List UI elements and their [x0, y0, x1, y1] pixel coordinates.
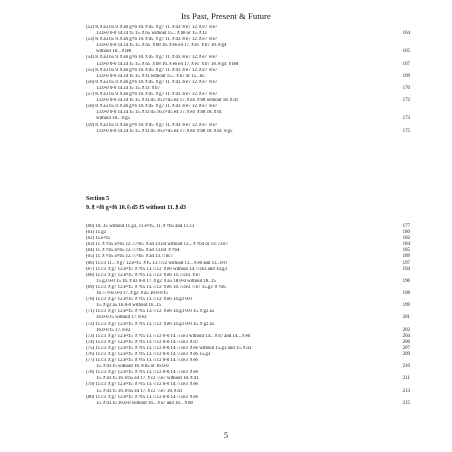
entry-page-number: 211 — [402, 376, 410, 382]
contents-entry — [86, 37, 410, 55]
entry-line: (76) 11.c3 ♗g7 12.e×f5 ♗×f5 13.♘c2 0-0 14.♘ce3 ♗e6 15.g3 — [86, 351, 211, 357]
entry-line: 15.♗g2 a5 16.0-0 without 16...f5 — [96, 303, 162, 309]
contents-entry — [86, 395, 410, 407]
contents-entry — [86, 382, 410, 394]
section-subtitle: 9.♗×f6 g×f6 10.♘d5 f5 without 11.♗d3 — [86, 204, 186, 211]
page-number: 5 — [224, 431, 228, 440]
entry-page-number: 194 — [402, 266, 410, 272]
contents-entry — [86, 322, 410, 334]
entry-page-number: 177 — [402, 224, 410, 229]
contents-entry — [86, 80, 410, 92]
entry-line: 13.0-0 0-0 14.c4 f5 15.♗h5 ♗b8 16.♗e6 e4 17.♗e1 ♗b7 18.♕g4 ♗fe8 — [96, 61, 239, 67]
entry-page-number: 167 — [402, 61, 410, 67]
entry-line: (80) 11.c3 ♗g7 12.e×f5 ♗×f5 13.♘c2 0-0 14.♘ce3 ♗e6 — [86, 394, 199, 400]
entry-line: (62) 11.e×f5 — [86, 236, 111, 242]
contents-entry — [86, 285, 410, 297]
entry-page-number: 209 — [402, 351, 410, 357]
contents-entry — [86, 370, 410, 382]
entry-line: without 18...♗fe8 — [96, 49, 132, 55]
entry-line: 16.0-0 f5 17.♕e2 — [96, 327, 131, 333]
entry-line: 13.0-0 0-0 14.c4 f5 15.♗h5 without 15...♗b8 or 15.♗f3 — [96, 31, 207, 37]
entry-page-number: 202 — [402, 327, 410, 333]
contents-entry — [86, 104, 410, 122]
entry-page-number: 169 — [402, 73, 410, 79]
entry-line: (72) 11.c3 ♗g7 12.e×f5 ♗×f5 13.♘c2 ♗e6 14.g3 0-0 15.♗g2 a5 — [86, 321, 215, 327]
contents-entry — [86, 92, 410, 104]
contents-entry — [86, 55, 410, 67]
entry-line: (73) 11.c3 ♗g7 12.e×f5 ♗×f5 13.♘c2 0-0 14.♘ce3 without 14...♗d7 and 14...♗e6 — [86, 333, 251, 339]
entry-line: (52) 8.♗a3 b5 9.♗a6 g×6 10.♗d5 ♗g7 11.♗d3 ♕e7 12.♗e7 ♕e7 — [86, 25, 218, 30]
contents-entry — [86, 123, 410, 135]
entry-line: 13.0-0 0-0 14.c4 f5 15.♗f3 ♗b7 — [96, 85, 160, 91]
entry-line: without 18...♕g5 — [96, 116, 131, 122]
entry-line: (69) 11.c3 ♗g7 12.e×f5 ♗×f5 13.♘c2 ♗e6 14.♘ce3 ♘e7 15.g3 ♗×d5 — [86, 284, 226, 290]
contents-entry — [86, 358, 410, 370]
entry-page-number: 165 — [402, 49, 410, 55]
entry-page-number: 185 — [402, 248, 410, 254]
entry-page-number: 204 — [402, 333, 410, 339]
entry-line: 13.0-0 0-0 14.c4 f5 15.♗f3 d5 16.c×d5 e4 17.♗e4 ♗b8 18.♗d1 ♕g5 — [96, 128, 233, 134]
contents-entry — [86, 297, 410, 309]
entry-line: (58) 8.♗a3 b5 9.♗a6 g×6 10.♗d5 ♗g7 11.♗d3 ♕e7 12.♗e7 ♕e7 — [86, 104, 218, 110]
entry-line: 15.♗d3 f5 16.♕h5 e4 17.♗c2 ♘e7 18.♗d1 — [96, 388, 183, 394]
entry-line: 13.0-0 0-0 14.c4 f5 15.♗f3 d5 16.c×d5 e4 17.♗e4 ♗b8 without 18.♗d1 — [96, 98, 239, 104]
running-header: Its Past, Present & Future — [181, 11, 271, 21]
entry-page-number: 206 — [402, 339, 410, 345]
contents-entry — [86, 25, 410, 37]
entry-line: (78) 11.c3 ♗g7 12.e×f5 ♗×f5 13.♘c2 0-0 14.♘ce3 ♗e6 — [86, 370, 199, 376]
entry-line: (75) 11.c3 ♗g7 12.e×f5 ♗×f5 13.♘c2 0-0 14.♘ce3 ♗e6 without 15.g3 and 15.♗d3 — [86, 345, 252, 351]
contents-list-top — [86, 25, 410, 135]
entry-line: (57) 8.♗a3 b5 9.♗a6 g×6 10.♗d5 ♗g7 11.♗d3 ♕e7 12.♗e7 ♕e7 — [86, 92, 218, 98]
entry-page-number: 175 — [402, 128, 410, 134]
entry-page-number: 173 — [402, 116, 410, 122]
entry-page-number: 164 — [402, 31, 410, 37]
entry-line: (74) 11.c3 ♗g7 12.e×f5 ♗×f5 13.♘c2 0-0 14.♘ce3 ♗d7 — [86, 339, 199, 345]
contents-entry — [86, 273, 410, 285]
contents-list-bottom — [86, 224, 410, 407]
entry-line: (66) 11.c3 11...♗g7 12.e×f5 ♗f5 13.♘c2 without 13...♗e6 and 13...0-0 — [86, 260, 227, 266]
entry-page-number: 210 — [402, 364, 410, 370]
entry-line: 15.g3 0-0 15 16.♗d3 0-0 17.♗g2 ♗a5 18.0-0 without 18...f5 — [96, 278, 216, 284]
entry-line: 13.0-0 0-0 14.c4 f5 15.♗h5 ♗b8 16.♗e6 e4 17.♗e1 ♗b7 18.♕g4 — [96, 43, 227, 49]
entry-page-number: 201 — [402, 315, 410, 321]
contents-entry — [86, 68, 410, 80]
entry-line: (59) 8.♗a3 b5 9.♗a6 g×6 10.♗d5 ♗g7 11.♗d3 ♕e7 12.♗e7 ♕e7 — [86, 122, 218, 128]
section-heading — [86, 196, 410, 212]
entry-page-number: 199 — [402, 303, 410, 309]
entry-line: 13.0-0 0-0 14.c4 f5 15.♗f3 without 15...♗b7 or 15...d5 — [96, 73, 205, 79]
entry-line: (71) 11.c3 ♗g7 12.e×f5 ♗×f5 13.♘c2 ♗e6 14.g3 0-0 15.♗g2 a5 — [86, 309, 215, 315]
entry-line: 16.♘×d5 0-0 17.♗g2 ♗a5 18.0-0 f5 — [96, 291, 168, 297]
entry-line: (60) 10...f5 without 11.g3, 11.e×f5, 11.♗×b5 and 11.c3 — [86, 224, 195, 229]
entry-page-number: 213 — [402, 388, 410, 394]
entry-page-number: 189 — [402, 254, 410, 260]
entry-page-number: 207 — [402, 345, 410, 351]
entry-page-number: 197 — [402, 260, 410, 266]
entry-line: (79) 11.c3 ♗g7 12.e×f5 ♗×f5 13.♘c2 0-0 14.♘ce3 ♗e6 — [86, 382, 199, 388]
entry-line: (68) 11.c3 ♗g7 12.e×f5 ♗×f5 13.♘c2 ♗e6 14.♘ce3 ♗e7 — [86, 272, 201, 278]
entry-page-number: 170 — [402, 85, 410, 91]
entry-line: 15.♗d3 f5 16.♕h5 e4 17.♗c2 ♘e7 without 18.♗d1 — [96, 376, 199, 382]
entry-line: (67) 11.c3 ♗g7 12.e×f5 ♗×f5 13.♘c2 ♗e6 without 14.♘ce3 and 14.g3 — [86, 266, 227, 272]
entry-line: (65) 11.♗×b5 a×b5 12.♘×b5 ♗a4 13.♘bc7 — [86, 254, 173, 260]
entry-line: 15.♗d3 f5 without 16.♕h5 or 16.0-0 — [96, 364, 169, 370]
section-title: Section 5 — [86, 196, 110, 202]
entry-line: (54) 8.♗a3 b5 9.♗a6 g×6 10.♗d5 ♗g7 11.♗d3 ♕e7 12.♗e7 ♕e7 — [86, 55, 218, 61]
entry-line: (77) 11.c3 ♗g7 12.e×f5 ♗×f5 13.♘c2 0-0 14.♘ce3 ♗e6 — [86, 358, 199, 364]
contents-entry — [86, 309, 410, 321]
entry-line: 16.0-0 f5 without 17.♕e2 — [96, 315, 147, 321]
entry-line: (63) 11.♗×b5 a×b5 12.♘×b5 ♗a4 13.b4 without 13...♗×b4 or 13.♘bc7 — [86, 242, 229, 248]
entry-line: (55) 8.♗a3 b5 9.♗a6 g×6 10.♗d5 ♗g7 11.♗d3 ♕e7 12.♗e7 ♕e7 — [86, 67, 218, 73]
entry-line: (64) 11.♗×b5 a×b5 12.♘×b5 ♗a4 13.b4 ♗×b4 — [86, 248, 180, 254]
entry-line: (53) 8.♗a3 b5 9.♗a6 g×6 10.♗d5 ♗g7 11.♗d3 ♕e7 12.♗e7 ♕e7 — [86, 37, 218, 43]
entry-page-number: 172 — [402, 98, 410, 104]
entry-page-number: 184 — [402, 242, 410, 248]
entry-line: (70) 11.c3 ♗g7 12.e×f5 ♗×f5 13.♘c2 ♗e6 14.g3 0-0 — [86, 297, 192, 303]
entry-page-number: 198 — [402, 291, 410, 297]
entry-line: (61) 11.g3 — [86, 230, 107, 236]
entry-page-number: 180 — [402, 230, 410, 236]
entry-page-number: 215 — [402, 400, 410, 406]
entry-page-number: 182 — [402, 236, 410, 242]
entry-line: 15.♗d3 f5 16.0-0 without 16...♗a7 and 16...♗b8 — [96, 400, 193, 406]
entry-line: (56) 8.♗a3 b5 9.♗a6 g×6 10.♗d5 ♗g7 11.♗d3 ♕e7 12.♗e7 ♕e7 — [86, 79, 218, 85]
entry-page-number: 196 — [402, 278, 410, 284]
entry-line: 13.0-0 0-0 14.c4 f5 15.♗f3 d5 16.c×d5 e4 17.♗e4 ♗b8 18.♗d1 — [96, 110, 222, 116]
